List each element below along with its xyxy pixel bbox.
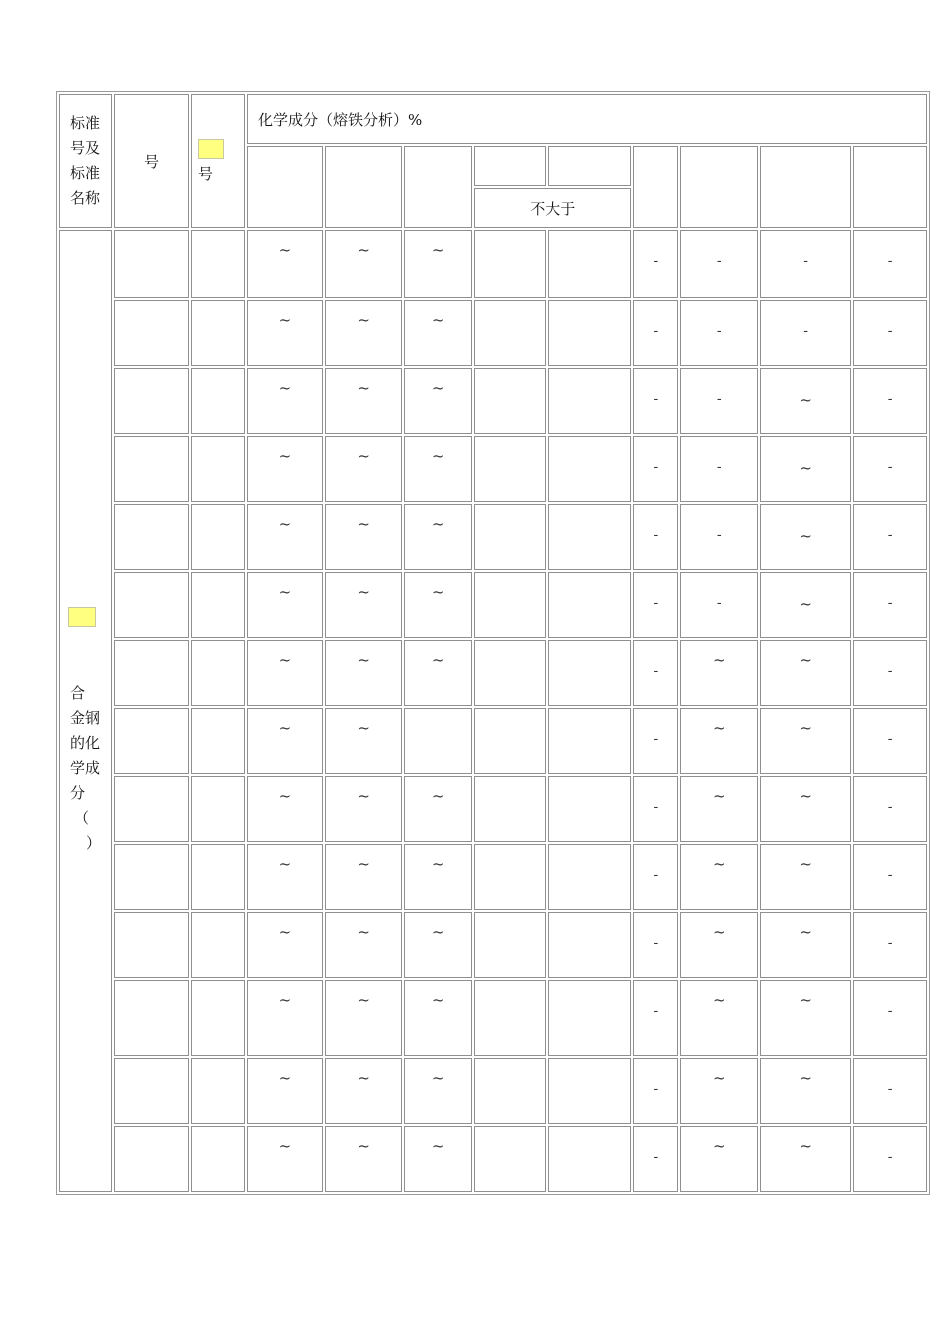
value-cell bbox=[548, 912, 632, 978]
grade-cell bbox=[114, 844, 189, 910]
value-cell: - bbox=[633, 504, 678, 570]
grade-cell bbox=[114, 230, 189, 298]
value-cell: ~ bbox=[680, 912, 758, 978]
value-cell: ~ bbox=[247, 504, 323, 570]
value-cell: ~ bbox=[760, 776, 851, 842]
alloy-steel-side-label: 合 金钢 的化 学成 分 （ ） bbox=[59, 230, 112, 1192]
value-cell: ~ bbox=[760, 980, 851, 1056]
value-cell: ~ bbox=[325, 1126, 403, 1192]
table-row bbox=[59, 230, 927, 298]
table-row bbox=[59, 708, 927, 774]
grade-cell bbox=[114, 1058, 189, 1124]
value-cell: ~ bbox=[325, 572, 403, 638]
value-cell: ~ bbox=[325, 368, 403, 434]
table-row bbox=[59, 436, 927, 502]
grade-cell bbox=[114, 436, 189, 502]
value-cell: - bbox=[680, 572, 758, 638]
value-cell: - bbox=[633, 980, 678, 1056]
table-row bbox=[59, 572, 927, 638]
value-cell: ~ bbox=[325, 776, 403, 842]
value-cell: ~ bbox=[247, 572, 323, 638]
code-header: 号 bbox=[191, 94, 245, 228]
value-cell: ~ bbox=[247, 912, 323, 978]
value-cell bbox=[474, 368, 546, 434]
value-cell bbox=[548, 436, 632, 502]
value-cell bbox=[474, 300, 546, 366]
element-col-6 bbox=[633, 146, 678, 228]
value-cell: - bbox=[680, 368, 758, 434]
value-cell: ~ bbox=[247, 436, 323, 502]
value-cell: - bbox=[853, 572, 927, 638]
grade-cell bbox=[114, 980, 189, 1056]
value-cell: ~ bbox=[247, 844, 323, 910]
value-cell bbox=[548, 640, 632, 706]
value-cell bbox=[474, 572, 546, 638]
value-cell: ~ bbox=[247, 980, 323, 1056]
value-cell bbox=[474, 1126, 546, 1192]
element-col-1 bbox=[247, 146, 323, 228]
value-cell: - bbox=[853, 368, 927, 434]
value-cell: ~ bbox=[325, 504, 403, 570]
element-col-2 bbox=[325, 146, 403, 228]
value-cell: ~ bbox=[760, 708, 851, 774]
alloy-steel-composition-table bbox=[56, 91, 930, 1195]
value-cell: ~ bbox=[247, 1126, 323, 1192]
value-cell: - bbox=[633, 300, 678, 366]
value-cell: - bbox=[680, 230, 758, 298]
table-row bbox=[59, 504, 927, 570]
value-cell: - bbox=[680, 300, 758, 366]
grade-cell bbox=[114, 504, 189, 570]
standard-name-header: 标准 号及 标准 名称 bbox=[59, 94, 112, 228]
value-cell: - bbox=[680, 504, 758, 570]
value-cell: ~ bbox=[404, 230, 472, 298]
value-cell: - bbox=[633, 708, 678, 774]
value-cell: - bbox=[633, 640, 678, 706]
value-cell: ~ bbox=[247, 776, 323, 842]
code-cell bbox=[191, 504, 245, 570]
value-cell: ~ bbox=[404, 368, 472, 434]
value-cell: - bbox=[853, 1126, 927, 1192]
value-cell: - bbox=[853, 504, 927, 570]
code-cell bbox=[191, 1058, 245, 1124]
value-cell: ~ bbox=[325, 300, 403, 366]
value-cell: - bbox=[633, 368, 678, 434]
value-cell: ~ bbox=[680, 640, 758, 706]
value-cell: ~ bbox=[325, 912, 403, 978]
code-cell bbox=[191, 844, 245, 910]
code-cell bbox=[191, 436, 245, 502]
composition-header: 化学成分（熔铁分析）% bbox=[247, 94, 927, 144]
value-cell: - bbox=[633, 1126, 678, 1192]
value-cell: ~ bbox=[404, 1058, 472, 1124]
grade-cell bbox=[114, 300, 189, 366]
value-cell: ~ bbox=[247, 640, 323, 706]
value-cell: ~ bbox=[760, 572, 851, 638]
value-cell: ~ bbox=[325, 1058, 403, 1124]
value-cell bbox=[474, 708, 546, 774]
value-cell: ~ bbox=[760, 912, 851, 978]
value-cell: - bbox=[633, 912, 678, 978]
element-col-4 bbox=[474, 146, 546, 186]
value-cell bbox=[548, 708, 632, 774]
table-row bbox=[59, 1126, 927, 1192]
value-cell: - bbox=[853, 708, 927, 774]
value-cell: ~ bbox=[404, 844, 472, 910]
value-cell: - bbox=[853, 844, 927, 910]
value-cell: ~ bbox=[680, 1058, 758, 1124]
value-cell: ~ bbox=[325, 980, 403, 1056]
element-col-3 bbox=[404, 146, 472, 228]
grade-cell bbox=[114, 640, 189, 706]
grade-cell bbox=[114, 912, 189, 978]
code-cell bbox=[191, 708, 245, 774]
code-cell bbox=[191, 776, 245, 842]
value-cell bbox=[474, 844, 546, 910]
value-cell bbox=[474, 640, 546, 706]
value-cell: ~ bbox=[680, 1126, 758, 1192]
value-cell bbox=[548, 230, 632, 298]
table-row bbox=[59, 912, 927, 978]
value-cell bbox=[404, 708, 472, 774]
table-row bbox=[59, 368, 927, 434]
value-cell bbox=[474, 230, 546, 298]
element-col-8 bbox=[760, 146, 851, 228]
value-cell bbox=[474, 1058, 546, 1124]
table-row bbox=[59, 300, 927, 366]
code-cell bbox=[191, 230, 245, 298]
table-row bbox=[59, 1058, 927, 1124]
element-col-5 bbox=[548, 146, 632, 186]
value-cell bbox=[474, 504, 546, 570]
value-cell: ~ bbox=[760, 1126, 851, 1192]
value-cell: ~ bbox=[247, 368, 323, 434]
value-cell bbox=[548, 504, 632, 570]
value-cell: ~ bbox=[760, 1058, 851, 1124]
value-cell: ~ bbox=[404, 436, 472, 502]
table-row bbox=[59, 776, 927, 842]
grade-cell bbox=[114, 1126, 189, 1192]
value-cell: ~ bbox=[247, 1058, 323, 1124]
value-cell: - bbox=[853, 980, 927, 1056]
grade-cell bbox=[114, 776, 189, 842]
value-cell: - bbox=[633, 572, 678, 638]
value-cell: - bbox=[853, 776, 927, 842]
value-cell: ~ bbox=[247, 300, 323, 366]
value-cell: - bbox=[633, 844, 678, 910]
value-cell: ~ bbox=[247, 230, 323, 298]
value-cell bbox=[548, 572, 632, 638]
value-cell: - bbox=[760, 230, 851, 298]
value-cell: - bbox=[853, 640, 927, 706]
value-cell: ~ bbox=[404, 1126, 472, 1192]
value-cell: ~ bbox=[325, 640, 403, 706]
value-cell: ~ bbox=[680, 708, 758, 774]
value-cell: ~ bbox=[760, 504, 851, 570]
value-cell: ~ bbox=[760, 640, 851, 706]
element-col-7 bbox=[680, 146, 758, 228]
element-col-9 bbox=[853, 146, 927, 228]
code-cell bbox=[191, 300, 245, 366]
value-cell bbox=[474, 776, 546, 842]
value-cell bbox=[548, 776, 632, 842]
code-cell bbox=[191, 368, 245, 434]
value-cell: - bbox=[853, 230, 927, 298]
value-cell: - bbox=[760, 300, 851, 366]
value-cell: - bbox=[633, 436, 678, 502]
code-cell bbox=[191, 912, 245, 978]
value-cell: ~ bbox=[325, 708, 403, 774]
value-cell: - bbox=[633, 230, 678, 298]
grade-cell bbox=[114, 368, 189, 434]
value-cell bbox=[548, 1126, 632, 1192]
code-cell bbox=[191, 640, 245, 706]
value-cell bbox=[474, 436, 546, 502]
code-cell bbox=[191, 572, 245, 638]
value-cell: ~ bbox=[680, 980, 758, 1056]
value-cell bbox=[474, 912, 546, 978]
grade-cell bbox=[114, 708, 189, 774]
value-cell bbox=[548, 300, 632, 366]
value-cell: ~ bbox=[404, 912, 472, 978]
value-cell: - bbox=[853, 436, 927, 502]
value-cell: - bbox=[680, 436, 758, 502]
value-cell: - bbox=[853, 912, 927, 978]
value-cell: ~ bbox=[680, 844, 758, 910]
highlight-marker bbox=[68, 607, 96, 627]
value-cell: ~ bbox=[404, 572, 472, 638]
value-cell: ~ bbox=[760, 844, 851, 910]
table-row bbox=[59, 980, 927, 1056]
code-cell bbox=[191, 1126, 245, 1192]
value-cell: ~ bbox=[247, 708, 323, 774]
value-cell: - bbox=[633, 776, 678, 842]
grade-cell bbox=[114, 572, 189, 638]
value-cell: ~ bbox=[404, 980, 472, 1056]
value-cell bbox=[474, 980, 546, 1056]
table-row bbox=[59, 640, 927, 706]
value-cell: ~ bbox=[760, 436, 851, 502]
value-cell: - bbox=[853, 1058, 927, 1124]
value-cell: ~ bbox=[325, 230, 403, 298]
value-cell: ~ bbox=[404, 300, 472, 366]
value-cell: ~ bbox=[325, 436, 403, 502]
value-cell: - bbox=[853, 300, 927, 366]
grade-header: 号 bbox=[114, 94, 189, 228]
value-cell: ~ bbox=[325, 844, 403, 910]
value-cell: ~ bbox=[404, 640, 472, 706]
value-cell: ~ bbox=[680, 776, 758, 842]
value-cell: ~ bbox=[404, 504, 472, 570]
code-cell bbox=[191, 980, 245, 1056]
value-cell bbox=[548, 980, 632, 1056]
value-cell bbox=[548, 844, 632, 910]
value-cell: ~ bbox=[404, 776, 472, 842]
table-row bbox=[59, 844, 927, 910]
value-cell bbox=[548, 1058, 632, 1124]
value-cell bbox=[548, 368, 632, 434]
value-cell: - bbox=[633, 1058, 678, 1124]
not-greater-than-header: 不大于 bbox=[474, 188, 631, 228]
value-cell: ~ bbox=[760, 368, 851, 434]
highlight-marker bbox=[198, 139, 224, 159]
